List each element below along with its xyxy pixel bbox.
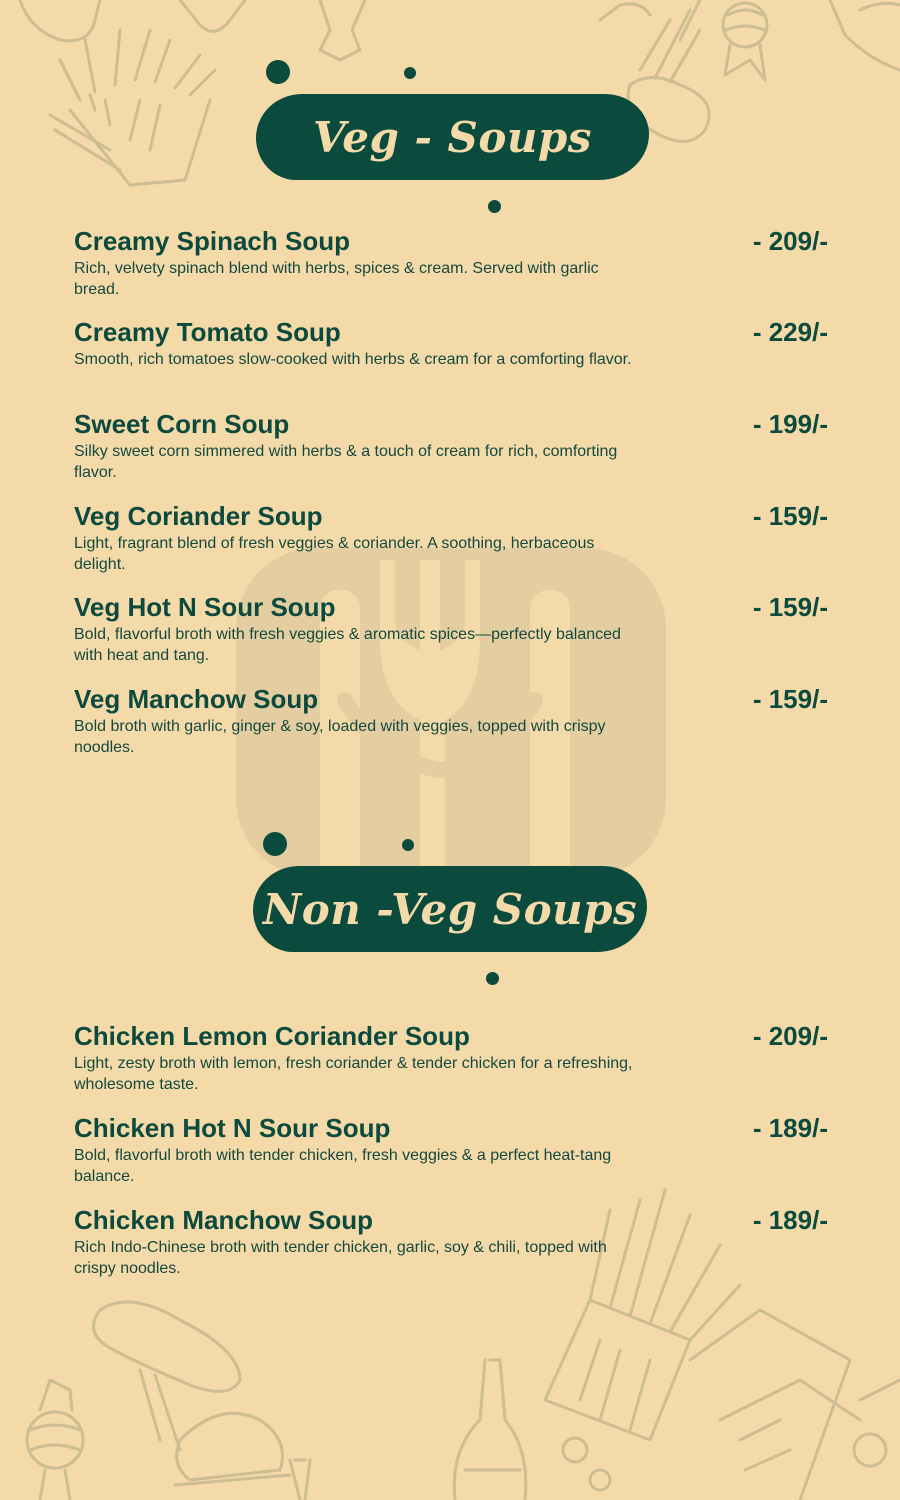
menu-item-name: Sweet Corn Soup [74,409,290,439]
bottle-doodle-icon [320,0,365,60]
cup-doodle-icon [690,1310,860,1500]
sausage-doodle-icon [94,1302,240,1450]
menu-item-description: Rich Indo-Chinese broth with tender chicken, garlic, soy & chili, topped with crispy noodles. [74,1239,607,1277]
menu-item-price: - 189/- [752,1113,828,1143]
menu-item-name: Veg Hot N Sour Soup [74,592,336,622]
menu-item [74,1113,828,1187]
menu-item [74,226,828,300]
menu-item [74,317,828,370]
menu-item-name: Chicken Hot N Sour Soup [74,1113,391,1143]
bread-doodle-icon [20,0,245,41]
menu-item-price: - 199/- [752,409,828,439]
menu-item-price: - 229/- [752,317,828,347]
menu-item [74,592,828,666]
menu-item [74,1021,828,1095]
fries-doodle-icon [50,30,215,185]
menu-item-name: Veg Manchow Soup [74,684,319,714]
cup-doodle-icon [830,0,900,70]
candy-doodle-icon [723,3,767,80]
section-title-veg-soups: Veg - Soups [256,94,649,180]
menu-item-description: Bold, flavorful broth with tender chicken, fresh veggies & a perfect heat-tang balance. [74,1147,612,1185]
menu-item [74,501,828,575]
decor-dot [486,972,499,985]
bottle-doodle-icon [454,1360,526,1500]
menu-item-description: Bold, flavorful broth with fresh veggies & aromatic spices—perfectly balanced with heat and tang. [74,626,621,664]
menu-item-name: Chicken Lemon Coriander Soup [74,1021,470,1051]
menu-item-description: Silky sweet corn simmered with herbs & a touch of cream for rich, comforting flavor. [74,443,618,481]
menu-item-description: Smooth, rich tomatoes slow-cooked with herbs & cream for a comforting flavor. [74,351,632,368]
decor-dot [404,67,416,79]
menu-item [74,684,828,758]
hat-doodle-icon [175,1413,290,1485]
pea-doodle-icon [563,1438,610,1490]
section-title-non-veg-soups: Non -Veg Soups [253,866,647,952]
menu-item [74,1205,828,1279]
menu-item-price: - 209/- [752,1021,828,1051]
decor-dot [266,60,290,84]
ketchup-doodle-icon [290,1460,310,1500]
decor-dot [402,839,414,851]
menu-item-price: - 159/- [752,501,828,531]
menu-item-name: Veg Coriander Soup [74,501,323,531]
menu-item [74,409,828,483]
menu-item-price: - 159/- [752,592,828,622]
menu-item-description: Light, zesty broth with lemon, fresh coriander & tender chicken for a refreshing, wholesome taste. [74,1055,633,1093]
menu-item-price: - 209/- [752,226,828,256]
decor-dot [488,200,501,213]
menu-item-description: Light, fragrant blend of fresh veggies & coriander. A soothing, herbaceous delight. [74,535,595,573]
candy-doodle-icon [27,1380,83,1500]
menu-item-price: - 159/- [752,684,828,714]
menu-item-name: Chicken Manchow Soup [74,1205,374,1235]
menu-item-name: Creamy Tomato Soup [74,317,341,347]
menu-item-description: Bold broth with garlic, ginger & soy, loaded with veggies, topped with crispy noodles. [74,718,606,756]
menu-item-description: Rich, velvety spinach blend with herbs, spices & cream. Served with garlic bread. [74,260,599,298]
decor-dot [263,832,287,856]
menu-item-name: Creamy Spinach Soup [74,226,350,256]
skewer-doodle-icon [854,1380,900,1466]
menu-item-price: - 189/- [752,1205,828,1235]
